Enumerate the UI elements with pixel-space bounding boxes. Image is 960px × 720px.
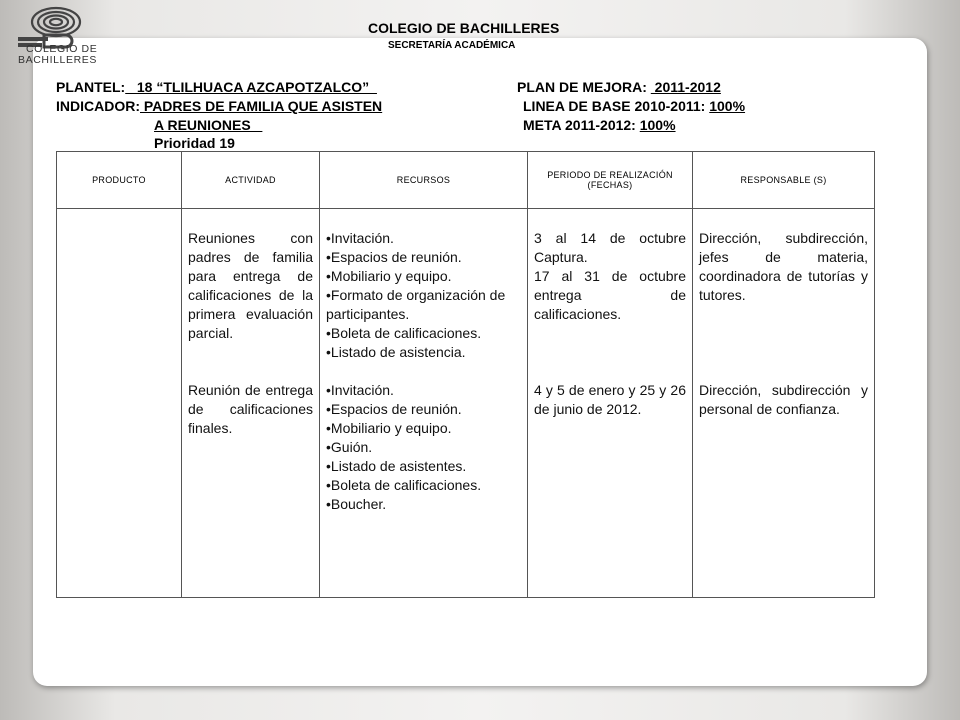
- linea-label: LINEA DE BASE 2010-2011:: [523, 98, 706, 114]
- recurso-item: •Espacios de reunión.: [326, 249, 462, 265]
- table-body-row: [57, 209, 875, 598]
- recurso-item: •Espacios de reunión.: [326, 401, 462, 417]
- linea-base-line: [523, 98, 745, 114]
- recurso-item: •Mobiliario y equipo.: [326, 268, 452, 284]
- meta-line: [523, 117, 676, 133]
- responsable-2: Dirección, subdirección y personal de confianza.: [699, 382, 868, 417]
- indicador-label: INDICADOR:: [56, 98, 140, 114]
- header-periodo-line2: (FECHAS): [587, 180, 633, 190]
- header-responsable: RESPONSABLE (S): [693, 152, 875, 209]
- responsable-1: Dirección, subdirección, jefes de materia, coordinadora de tutorías y tutores.: [699, 230, 868, 303]
- header-actividad: ACTIVIDAD: [182, 152, 320, 209]
- prioridad: Prioridad 19: [154, 135, 235, 151]
- meta-value: 100%: [639, 117, 676, 133]
- actividad-2: Reunión de entrega de calificaciones finales.: [188, 382, 313, 436]
- indicador-line: [56, 98, 382, 114]
- recurso-item: •Boleta de calificaciones.: [326, 477, 482, 493]
- department-subtitle: SECRETARÍA ACADÉMICA: [388, 40, 516, 51]
- periodo-1: [534, 229, 686, 381]
- plan-value: 2011-2012: [650, 79, 721, 95]
- periodo-content: [528, 209, 692, 419]
- recurso-item: •Formato de organización de participantes.: [326, 287, 506, 322]
- recurso-item: •Listado de asistentes.: [326, 458, 467, 474]
- recurso-item: •Boucher.: [326, 496, 387, 512]
- cell-periodo: [528, 209, 693, 598]
- cell-actividad: [182, 209, 320, 598]
- indicador-value: PADRES DE FAMILIA QUE ASISTEN: [140, 98, 383, 114]
- periodo-2: 4 y 5 de enero y 25 y 26 de junio de 2012.: [534, 382, 686, 417]
- actividad-1: Reuniones con padres de familia para entrega de calificaciones de la primera evaluación parcial.: [188, 230, 313, 341]
- logo-text: [18, 44, 128, 66]
- header-periodo: [528, 152, 693, 209]
- linea-value: 100%: [709, 98, 746, 114]
- header-periodo-line1: PERIODO DE REALIZACIÓN: [547, 170, 673, 180]
- indicador-value-continued: A REUNIONES: [154, 117, 263, 133]
- plantel-label: PLANTEL:: [56, 79, 126, 95]
- cell-producto: [57, 209, 182, 598]
- recursos-content: [320, 209, 527, 514]
- plantel-value: 18 “TLILHUACA AZCAPOTZALCO”: [125, 79, 377, 95]
- cell-responsable: [693, 209, 875, 598]
- table-header-row: [57, 152, 875, 209]
- plan-line: [517, 79, 721, 95]
- recursos-list-1: [326, 229, 521, 381]
- recurso-item: •Mobiliario y equipo.: [326, 420, 452, 436]
- periodo-1-line1: 3 al 14 de octubre Captura.: [534, 230, 686, 265]
- actividad-content: [182, 209, 319, 438]
- header-producto: PRODUCTO: [57, 152, 182, 209]
- plantel-line: [56, 79, 377, 95]
- producto-text: [57, 209, 181, 229]
- logo-text-line2: BACHILLERES: [18, 54, 97, 66]
- recurso-item: •Guión.: [326, 439, 373, 455]
- cell-recursos: [320, 209, 528, 598]
- logo-text-line1: COLEGIO DE: [26, 43, 98, 55]
- recurso-item: •Listado de asistencia.: [326, 344, 466, 360]
- recurso-item: •Invitación.: [326, 382, 394, 398]
- header-recursos: RECURSOS: [320, 152, 528, 209]
- meta-label: META 2011-2012:: [523, 117, 636, 133]
- responsable-content: [693, 209, 874, 419]
- periodo-1-line2: 17 al 31 de octubre entrega de calificaciones.: [534, 268, 686, 322]
- recursos-list-2: [326, 381, 521, 514]
- recurso-item: •Boleta de calificaciones.: [326, 325, 482, 341]
- plan-label: PLAN DE MEJORA:: [517, 79, 647, 95]
- institution-title: COLEGIO DE BACHILLERES: [368, 20, 560, 36]
- recurso-item: •Invitación.: [326, 230, 394, 246]
- plan-table: [56, 151, 875, 598]
